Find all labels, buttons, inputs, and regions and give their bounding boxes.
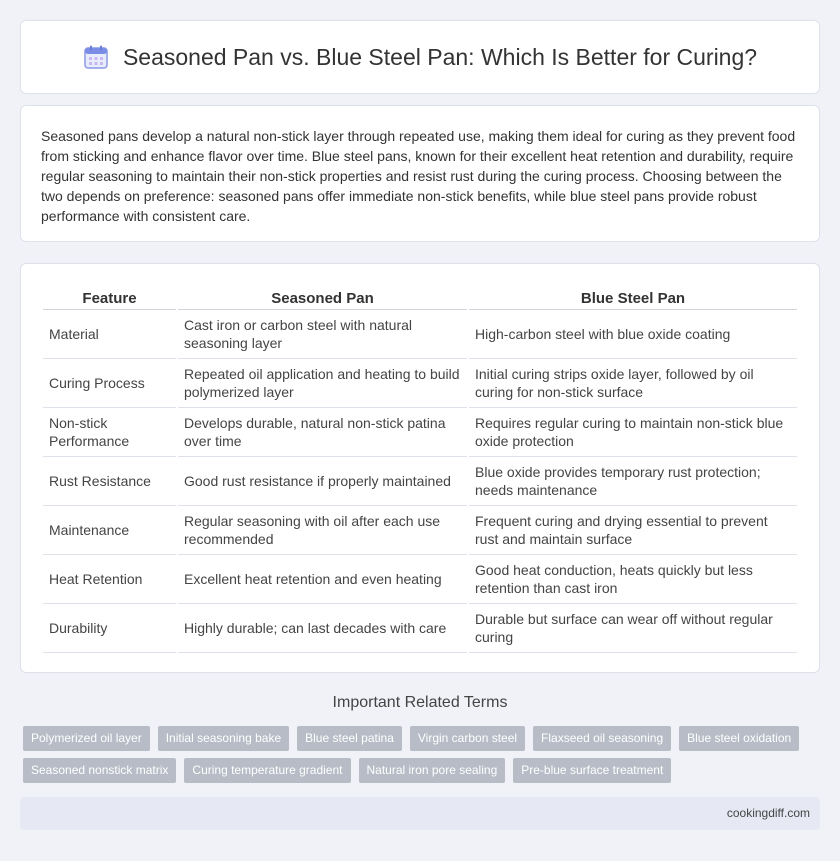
page-title: Seasoned Pan vs. Blue Steel Pan: Which Is Better for Curing?	[122, 43, 758, 70]
table-row	[43, 506, 797, 555]
table-cell-seasoned: Good rust resistance if properly maintained	[178, 457, 467, 506]
table-cell-feature: Durability	[43, 604, 176, 653]
table-row	[43, 604, 797, 653]
related-term-tag[interactable]: Flaxseed oil seasoning	[533, 726, 671, 751]
comparison-table-card	[20, 263, 820, 673]
table-row	[43, 408, 797, 457]
table-cell-blue-steel: High-carbon steel with blue oxide coating	[469, 310, 797, 359]
table-cell-blue-steel: Good heat conduction, heats quickly but less retention than cast iron	[469, 555, 797, 604]
table-cell-seasoned: Cast iron or carbon steel with natural seasoning layer	[178, 310, 467, 359]
table-header-row	[43, 284, 797, 310]
table-cell-feature: Rust Resistance	[43, 457, 176, 506]
table-cell-blue-steel: Durable but surface can wear off without regular curing	[469, 604, 797, 653]
table-cell-blue-steel: Initial curing strips oxide layer, followed by oil curing for non-stick surface	[469, 359, 797, 408]
table-cell-blue-steel: Requires regular curing to maintain non-stick blue oxide protection	[469, 408, 797, 457]
related-term-tag[interactable]: Polymerized oil layer	[23, 726, 150, 751]
table-cell-seasoned: Excellent heat retention and even heating	[178, 555, 467, 604]
table-cell-seasoned: Repeated oil application and heating to build polymerized layer	[178, 359, 467, 408]
table-row	[43, 310, 797, 359]
table-cell-feature: Heat Retention	[43, 555, 176, 604]
table-cell-blue-steel: Blue oxide provides temporary rust protection; needs maintenance	[469, 457, 797, 506]
column-header-blue-steel-pan: Blue Steel Pan	[469, 284, 797, 310]
table-cell-seasoned: Regular seasoning with oil after each use recommended	[178, 506, 467, 555]
table-cell-feature: Material	[43, 310, 176, 359]
related-terms-heading: Important Related Terms	[332, 694, 508, 711]
related-term-tag[interactable]: Natural iron pore sealing	[359, 758, 506, 783]
related-term-tag[interactable]: Blue steel patina	[297, 726, 402, 751]
table-row	[43, 457, 797, 506]
table-cell-feature: Maintenance	[43, 506, 176, 555]
calendar-icon	[83, 44, 109, 70]
related-term-tag[interactable]: Blue steel oxidation	[679, 726, 799, 751]
table-cell-blue-steel: Frequent curing and drying essential to prevent rust and maintain surface	[469, 506, 797, 555]
related-terms-list	[23, 726, 823, 790]
table-cell-feature: Non-stick Performance	[43, 408, 176, 457]
column-header-seasoned-pan: Seasoned Pan	[178, 284, 467, 310]
table-cell-feature: Curing Process	[43, 359, 176, 408]
comparison-table	[41, 284, 799, 653]
related-term-tag[interactable]: Seasoned nonstick matrix	[23, 758, 176, 783]
intro-card	[20, 105, 820, 242]
related-term-tag[interactable]: Virgin carbon steel	[410, 726, 525, 751]
column-header-feature: Feature	[43, 284, 176, 310]
title-card	[20, 20, 820, 94]
table-row	[43, 359, 797, 408]
footer	[20, 797, 820, 830]
related-term-tag[interactable]: Curing temperature gradient	[184, 758, 350, 783]
table-row	[43, 555, 797, 604]
footer-site-link[interactable]: cookingdiff.com	[726, 806, 810, 820]
related-term-tag[interactable]: Initial seasoning bake	[158, 726, 289, 751]
table-cell-seasoned: Highly durable; can last decades with care	[178, 604, 467, 653]
intro-text: Seasoned pans develop a natural non-stick layer through repeated use, making them ideal for curing as they prevent food from sticking and enhance flavor over time. Blue steel pans, known for their excellent heat retention and durability, require regular seasoning to maintain their non-stick properties and resist rust during the curing process. Choosing between the two depends on preference: seasoned pans offer immediate non-stick benefits, while blue steel pans provide robust performance with consistent care.	[41, 128, 796, 224]
related-term-tag[interactable]: Pre-blue surface treatment	[513, 758, 671, 783]
table-cell-seasoned: Develops durable, natural non-stick patina over time	[178, 408, 467, 457]
